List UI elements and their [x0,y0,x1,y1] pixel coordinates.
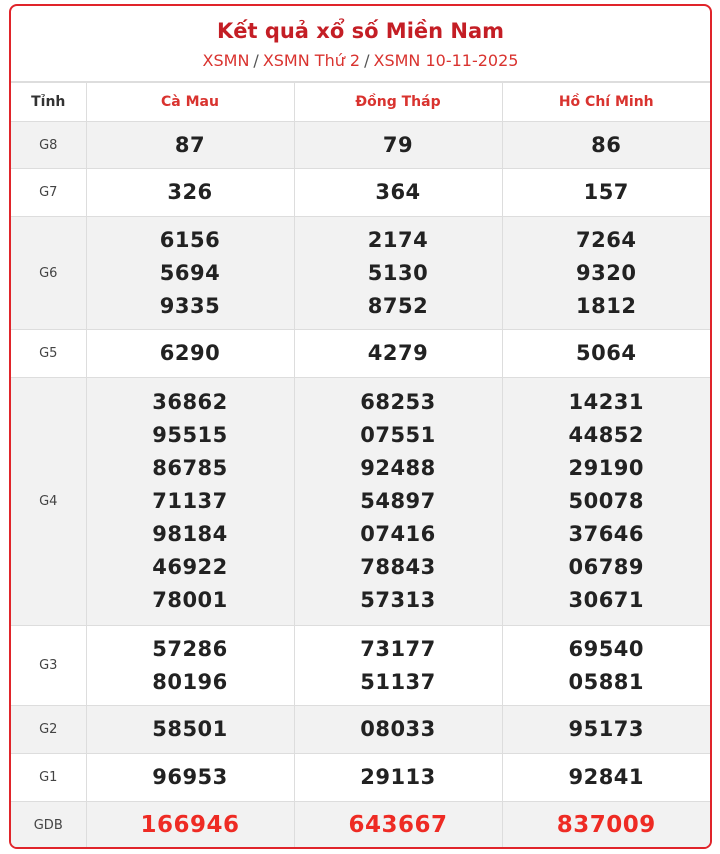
table-row [11,706,710,754]
breadcrumb-separator: / [253,51,259,70]
prize-number: 71137 [152,489,228,513]
table-header-row [11,83,710,122]
prize-number: 5130 [367,260,429,285]
table-row [11,802,710,850]
breadcrumb-link-xsmn-thu-2[interactable]: XSMN Thứ 2 [262,51,361,70]
prize-number: 07416 [360,522,436,546]
prize-number: 78001 [152,588,228,612]
prize-number: 8752 [367,293,429,318]
prize-number: 30671 [568,588,645,612]
breadcrumb-link-xsmn[interactable]: XSMN [202,51,250,70]
prize-cell [294,217,502,330]
prize-cell [502,122,710,169]
prize-number: 80196 [152,669,228,694]
prize-number: 4279 [367,341,429,365]
column-header-ca-mau[interactable]: Cà Mau [86,83,294,122]
prize-number: 06789 [568,555,645,579]
prize-label: G4 [11,378,86,626]
prize-label: G5 [11,330,86,378]
table-row [11,122,710,169]
prize-number: 326 [167,180,213,204]
prize-number: 2174 [367,227,429,252]
prize-number: 9335 [159,293,221,318]
prize-number: 54897 [360,489,436,513]
prize-number: 87 [174,132,206,157]
prize-cell [294,378,502,626]
prize-number: 7264 [576,227,637,252]
special-prize-number: 166946 [140,812,240,839]
prize-number: 364 [375,180,421,204]
table-row [11,330,710,378]
breadcrumb-link-xsmn-date[interactable]: XSMN 10-11-2025 [373,51,519,70]
prize-cell [86,378,294,626]
prize-label: G6 [11,217,86,330]
prize-number: 50078 [568,489,645,513]
prize-cell [294,626,502,706]
column-header-dong-thap[interactable]: Đồng Tháp [294,83,502,122]
prize-label: GDB [11,802,86,850]
prize-cell [502,626,710,706]
prize-cell [86,122,294,169]
table-row [11,378,710,626]
page-title: Kết quả xổ số Miền Nam [216,19,505,43]
prize-cell [86,706,294,754]
prize-label: G7 [11,169,86,217]
prize-number: 5694 [159,260,221,285]
prize-cell [294,754,502,802]
prize-number: 05881 [568,669,645,694]
prize-number: 157 [583,180,629,204]
prize-cell [294,122,502,169]
prize-number: 98184 [152,522,228,546]
breadcrumb [11,51,710,71]
prize-cell [86,217,294,330]
prize-cell [294,169,502,217]
prize-number: 68253 [360,390,436,414]
prize-cell [86,802,294,850]
prize-label: G2 [11,706,86,754]
prize-number: 46922 [152,555,228,579]
prize-cell [502,217,710,330]
prize-cell [502,378,710,626]
prize-number: 78843 [360,555,436,579]
prize-number: 57286 [152,636,228,661]
breadcrumb-separator: / [364,51,370,70]
prize-number: 29113 [360,765,436,789]
prize-number: 1812 [576,293,637,318]
results-header [11,6,710,82]
prize-number: 08033 [360,717,436,741]
prize-number: 92488 [360,456,436,480]
prize-number: 36862 [152,390,228,414]
special-prize-number: 837009 [556,812,656,839]
prize-number: 58501 [152,717,228,741]
prize-number: 51137 [360,669,436,694]
prize-number: 73177 [360,636,436,661]
prize-number: 95515 [152,423,228,447]
results-table [11,82,710,849]
prize-cell [86,330,294,378]
column-header-ho-chi-minh[interactable]: Hồ Chí Minh [502,83,710,122]
prize-number: 57313 [360,588,436,612]
prize-label: G1 [11,754,86,802]
prize-cell [86,754,294,802]
prize-cell [502,802,710,850]
prize-label: G8 [11,122,86,169]
prize-number: 5064 [576,341,637,365]
prize-number: 86785 [152,456,228,480]
prize-cell [294,706,502,754]
prize-number: 6156 [159,227,221,252]
table-row [11,754,710,802]
prize-cell [502,169,710,217]
prize-cell [86,626,294,706]
special-prize-number: 643667 [348,812,448,839]
prize-number: 14231 [568,390,645,414]
prize-number: 9320 [576,260,637,285]
prize-cell [502,330,710,378]
prize-number: 92841 [568,765,645,789]
prize-number: 79 [382,132,414,157]
prize-number: 86 [591,132,622,157]
table-row [11,217,710,330]
prize-cell [294,802,502,850]
prize-number: 69540 [568,636,645,661]
column-header-province: Tỉnh [11,83,86,122]
prize-cell [502,706,710,754]
table-row [11,169,710,217]
prize-cell [502,754,710,802]
table-row [11,626,710,706]
prize-number: 96953 [152,765,228,789]
prize-number: 44852 [568,423,645,447]
prize-number: 6290 [159,341,221,365]
prize-number: 37646 [568,522,645,546]
results-card [9,4,712,849]
prize-number: 07551 [360,423,436,447]
prize-label: G3 [11,626,86,706]
prize-cell [86,169,294,217]
prize-cell [294,330,502,378]
prize-number: 95173 [568,717,645,741]
prize-number: 29190 [568,456,645,480]
